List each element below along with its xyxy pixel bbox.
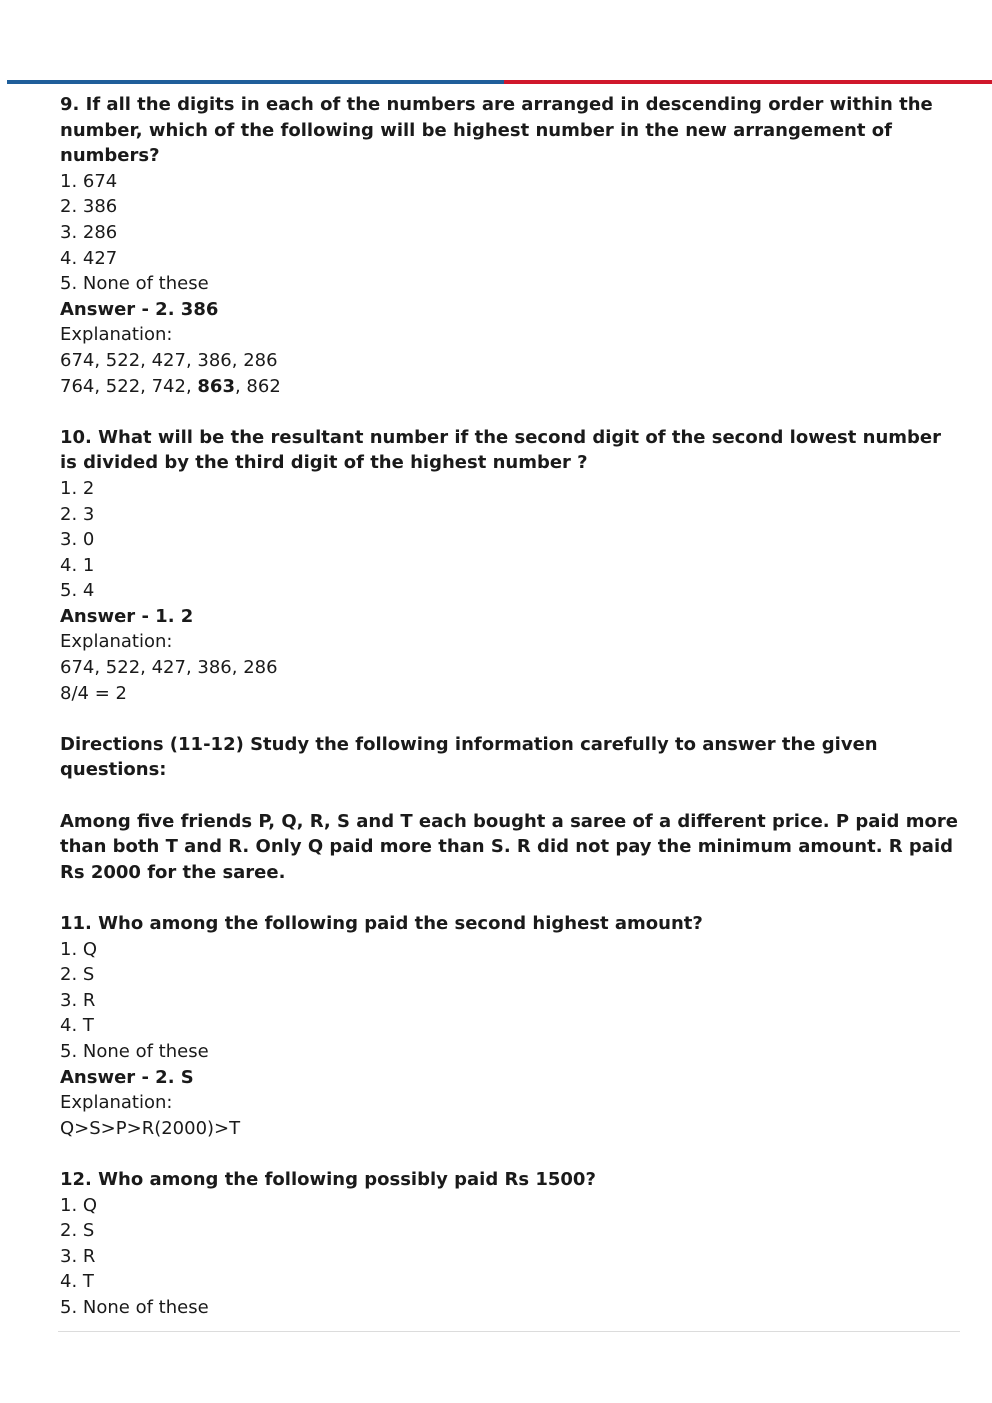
question-text: 10. What will be the resultant number if the second digit of the second lowest number is divided by the third digit of the highest number ? <box>60 426 941 474</box>
explanation-text: , 862 <box>234 375 281 397</box>
explanation-text: 764, 522, 742, <box>60 375 198 397</box>
option: 1. 2 <box>60 477 95 499</box>
option: 5. None of these <box>60 273 209 295</box>
option: 3. R <box>60 1245 96 1267</box>
option: 1. Q <box>60 1194 98 1216</box>
option: 4. T <box>60 1015 94 1037</box>
spacer <box>60 783 960 809</box>
spacer <box>60 706 960 732</box>
option: 2. S <box>60 964 95 986</box>
explanation-line: Q>S>P>R(2000)>T <box>60 1117 241 1139</box>
spacer <box>60 399 960 425</box>
option: 3. 286 <box>60 221 118 243</box>
footer-divider <box>58 1331 960 1332</box>
passage: Among five friends P, Q, R, S and T each bought a saree of a different price. P paid more than both T and R. Only Q paid more than S. R did not pay the minimum amount. R paid Rs 2000 for the saree. <box>60 810 958 883</box>
answer: Answer - 2. S <box>60 1066 194 1088</box>
header-rule-red <box>504 80 992 84</box>
question-10 <box>60 425 960 707</box>
option: 5. None of these <box>60 1040 209 1062</box>
explanation-label: Explanation: <box>60 324 173 346</box>
document-body <box>60 92 960 1321</box>
explanation-label: Explanation: <box>60 631 173 653</box>
explanation-line: 674, 522, 427, 386, 286 <box>60 657 278 679</box>
option: 3. 0 <box>60 529 95 551</box>
option: 5. None of these <box>60 1296 209 1318</box>
option: 2. 386 <box>60 196 118 218</box>
spacer <box>60 1141 960 1167</box>
question-text: 12. Who among the following possibly paid Rs 1500? <box>60 1168 596 1190</box>
question-11 <box>60 911 960 1141</box>
directions: Directions (11-12) Study the following information carefully to answer the given questions: <box>60 733 878 781</box>
option: 4. T <box>60 1271 94 1293</box>
explanation-line: 8/4 = 2 <box>60 682 127 704</box>
option: 4. 1 <box>60 554 95 576</box>
option: 3. R <box>60 989 96 1011</box>
option: 1. 674 <box>60 170 118 192</box>
question-text: 9. If all the digits in each of the numbers are arranged in descending order within the number, which of the following will be highest number in the new arrangement of numbers? <box>60 94 933 167</box>
option: 2. S <box>60 1220 95 1242</box>
explanation-line: 674, 522, 427, 386, 286 <box>60 349 278 371</box>
option: 2. 3 <box>60 503 95 525</box>
header-rule <box>7 80 992 84</box>
question-12 <box>60 1167 960 1321</box>
option: 4. 427 <box>60 247 118 269</box>
question-text: 11. Who among the following paid the second highest amount? <box>60 913 703 934</box>
answer: Answer - 1. 2 <box>60 605 194 627</box>
answer: Answer - 2. 386 <box>60 298 219 320</box>
explanation-label: Explanation: <box>60 1092 173 1114</box>
option: 5. 4 <box>60 580 95 602</box>
explanation-line <box>60 374 960 400</box>
question-9 <box>60 92 960 399</box>
explanation-highlight: 863 <box>197 375 235 397</box>
header-rule-blue <box>7 80 504 84</box>
spacer <box>60 885 960 911</box>
option: 1. Q <box>60 938 98 960</box>
